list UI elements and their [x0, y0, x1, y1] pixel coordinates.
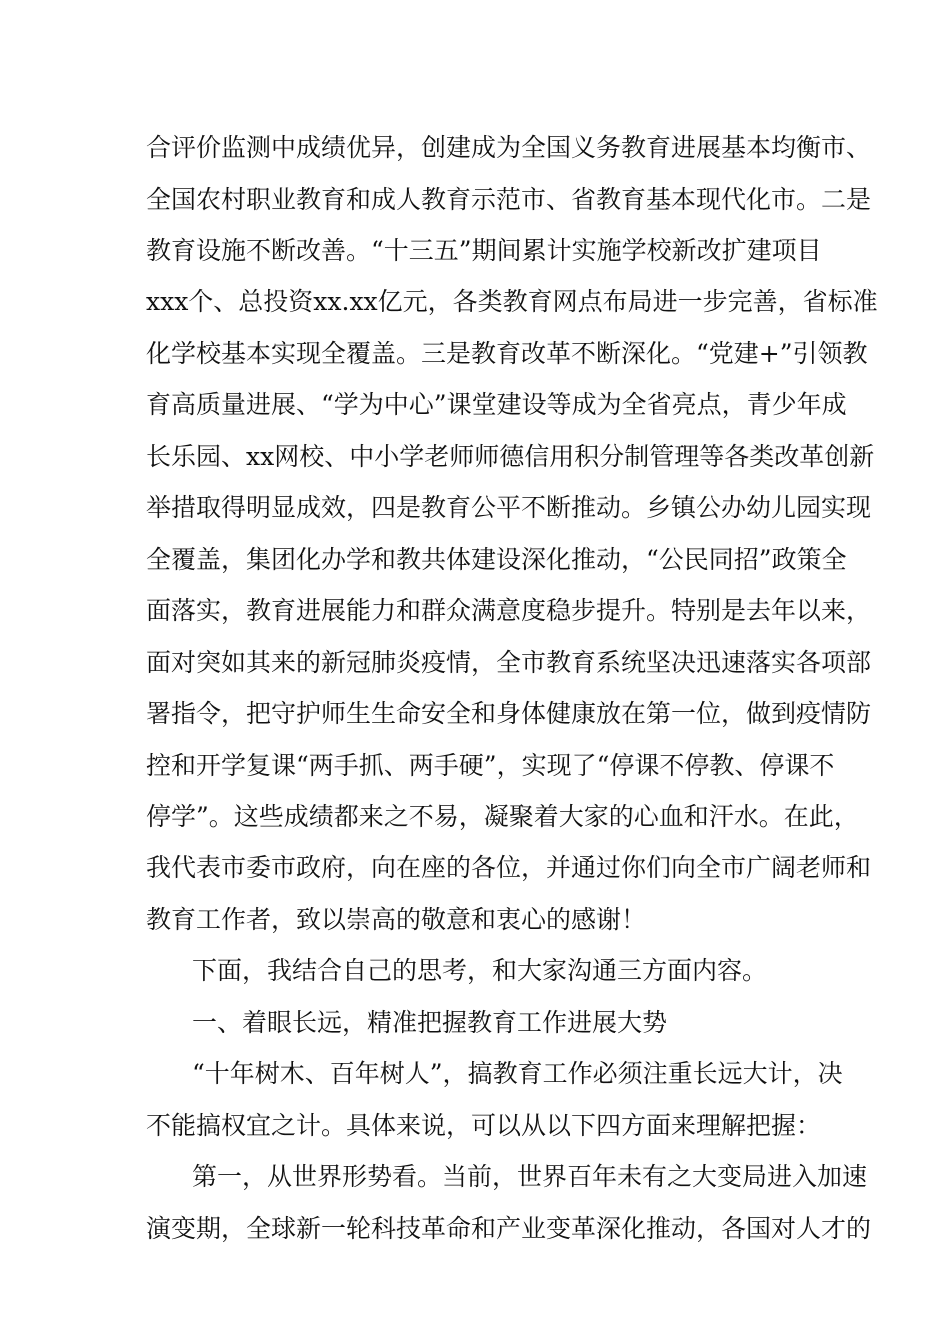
- text-line: 署指令，把守护师生生命安全和身体健康放在第一位，做到疫情防: [146, 699, 872, 728]
- text-line: 演变期，全球新一轮科技革命和产业变革深化推动，各国对人才的: [146, 1214, 872, 1243]
- section-heading: 一、着眼长远，精准把握教育工作进展大势: [192, 1008, 668, 1037]
- text-line: 全覆盖，集团化办学和教共体建设深化推动，“公民同招”政策全: [146, 545, 847, 574]
- text-line: 面对突如其来的新冠肺炎疫情，全市教育系统坚决迅速落实各项部: [146, 648, 872, 677]
- text-line: 长乐园、xx网校、中小学老师师德信用积分制管理等各类改革创新: [146, 442, 875, 471]
- text-line: 下面，我结合自己的思考，和大家沟通三方面内容。: [192, 956, 768, 985]
- text-line: 面落实，教育进展能力和群众满意度稳步提升。特别是去年以来，: [146, 596, 872, 625]
- text-line: 化学校基本实现全覆盖。三是教育改革不断深化。“党建+”引领教: [146, 339, 868, 368]
- text-line: 不能搞权宜之计。具体来说，可以从以下四方面来理解把握：: [146, 1111, 822, 1140]
- text-line: 控和开学复课“两手抓、两手硬”，实现了“停课不停教、停课不: [146, 751, 835, 780]
- text-line: 育高质量进展、“学为中心”课堂建设等成为全省亮点，青少年成: [146, 390, 847, 419]
- text-line: 第一，从世界形势看。当前，世界百年未有之大变局进入加速: [192, 1162, 868, 1191]
- text-line: “十年树木、百年树人”，搞教育工作必须注重长远大计，决: [192, 1059, 843, 1088]
- text-line: xxx个、总投资xx.xx亿元，各类教育网点布局进一步完善，省标准: [146, 287, 878, 316]
- text-line: 合评价监测中成绩优异，创建成为全国义务教育进展基本均衡市、: [146, 133, 872, 162]
- text-line: 教育设施不断改善。“十三五”期间累计实施学校新改扩建项目: [146, 236, 822, 265]
- text-line: 举措取得明显成效，四是教育公平不断推动。乡镇公办幼儿园实现: [146, 493, 872, 522]
- text-line: 教育工作者，致以崇高的敬意和衷心的感谢！: [146, 905, 647, 934]
- text-line: 停学”。这些成绩都来之不易，凝聚着大家的心血和汗水。在此，: [146, 802, 859, 831]
- text-line: 我代表市委市政府，向在座的各位，并通过你们向全市广阔老师和: [146, 853, 872, 882]
- text-line: 全国农村职业教育和成人教育示范市、省教育基本现代化市。二是: [146, 185, 872, 214]
